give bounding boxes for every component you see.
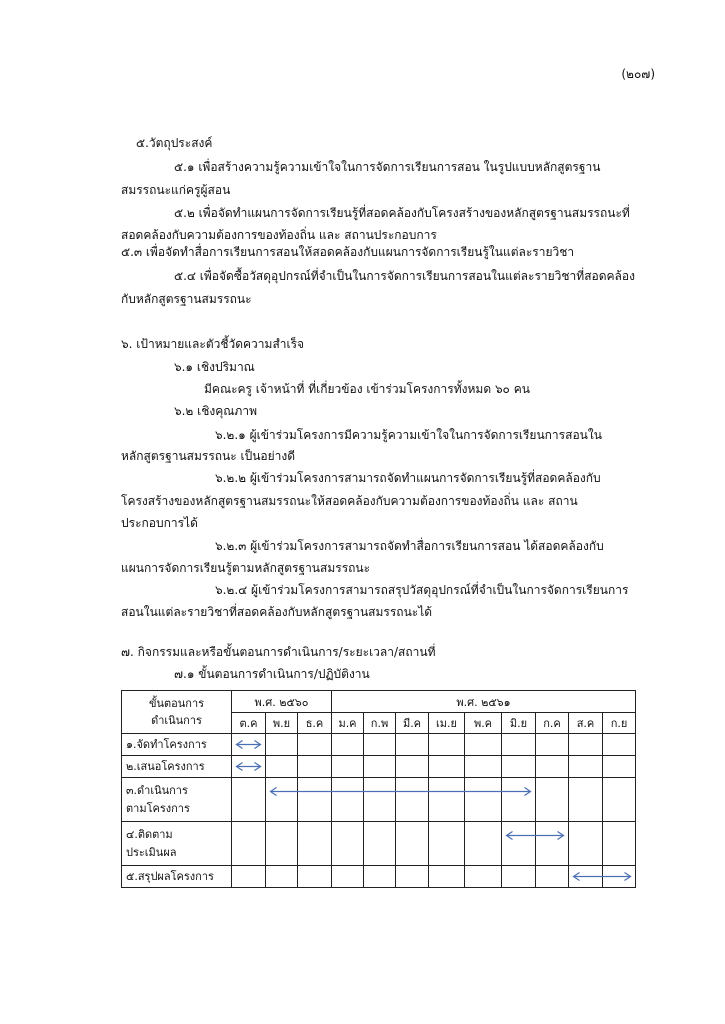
- gantt-task-label: ประเมินผล: [126, 845, 177, 859]
- objective-5-4-line2: กับหลักสูตรฐานสมรรถนะ: [121, 292, 252, 306]
- quantity-text: มีคณะครู เจ้าหน้าที่ ที่เกี่ยวข้อง เข้าร่วมโครงการทั้งหมด ๖๐ คน: [204, 382, 530, 396]
- objective-5-4-line1: ๕.๔ เพื่อจัดซื้อวัสดุอุปกรณ์ที่จำเป็นในการจัดการเรียนการสอนในแต่ละรายวิชาที่สอดคล้อง: [174, 269, 635, 283]
- objective-5-2-line1: ๕.๒ เพื่อจัดทำแผนการจัดการเรียนรู้ที่สอดคล้องกับโครงสร้างของหลักสูตรฐานสมรรถนะที่: [174, 206, 630, 220]
- gantt-task-row: [122, 778, 636, 822]
- quality-6-2-3-line2: แผนการจัดการเรียนรู้ตามหลักสูตรฐานสมรรถนะ: [121, 561, 371, 575]
- quality-6-2-4-line1: ๖.๒.๔ ผู้เข้าร่วมโครงการสามารถสรุปวัสดุอุปกรณ์ที่จำเป็นในการจัดการเรียนการ: [215, 583, 629, 597]
- quality-6-2-2-line2: โครงสร้างของหลักสูตรฐานสมรรถนะให้สอดคล้องกับความต้องการของท้องถิ่น และ สถาน: [121, 494, 578, 508]
- gantt-task-row: [122, 822, 636, 866]
- gantt-month: พ.ย: [266, 713, 298, 734]
- gantt-task-label-multiline: [122, 822, 232, 866]
- quality-6-2-1-line2: หลักสูตรฐานสมรรถนะ เป็นอย่างดี: [121, 449, 296, 463]
- gantt-task-label: ๒.เสนอโครงการ: [122, 756, 232, 778]
- gantt-header-line1: ขั้นตอนการ: [148, 697, 205, 710]
- gantt-month: ก.พ: [364, 713, 396, 734]
- quality-6-2-4-line2: สอนในแต่ละรายวิชาที่สอดคล้องกับหลักสูตรฐานสมรรถนะได้: [121, 605, 433, 619]
- gantt-task-label: ตามโครงการ: [126, 801, 190, 815]
- objective-5-1-line1: ๕.๑ เพื่อสร้างความรู้ความเข้าใจในการจัดการเรียนการสอน ในรูปแบบหลักสูตรฐาน: [174, 160, 601, 174]
- gantt-month: มิ.ย: [502, 713, 536, 734]
- gantt-month: ธ.ค: [298, 713, 332, 734]
- gantt-task-label: ๔.ติดตาม: [126, 827, 173, 841]
- gantt-month: ก.ค: [536, 713, 569, 734]
- section6-heading: ๖. เป้าหมายและตัวชี้วัดความสำเร็จ: [121, 337, 305, 351]
- gantt-year-2561: พ.ศ. ๒๕๖๑: [332, 691, 636, 713]
- gantt-month: เม.ย: [429, 713, 465, 734]
- section5-heading: ๕.วัตถุประสงค์: [136, 136, 213, 150]
- gantt-task-label: ๕.สรุปผลโครงการ: [122, 866, 232, 888]
- gantt-month: พ.ค: [465, 713, 502, 734]
- gantt-month: ม.ค: [332, 713, 364, 734]
- gantt-month: ก.ย: [603, 713, 636, 734]
- quality-heading: ๖.๒ เชิงคุณภาพ: [174, 404, 257, 418]
- objective-5-3: ๕.๓ เพื่อจัดทำสื่อการเรียนการสอนให้สอดคล้องกับแผนการจัดการเรียนรู้ในแต่ละรายวิชา: [121, 245, 575, 259]
- page-number: (๒๐๗): [621, 67, 655, 81]
- gantt-task-row: [122, 734, 636, 756]
- gantt-header-line2: ดำเนินการ: [151, 714, 202, 727]
- gantt-task-row: [122, 866, 636, 888]
- quality-6-2-2-line3: ประกอบการได้: [121, 516, 198, 530]
- objective-5-2-line2: สอดคล้องกับความต้องการของท้องถิ่น และ สถานประกอบการ: [121, 228, 437, 242]
- section7-heading: ๗. กิจกรรมและหรือขั้นตอนการดำเนินการ/ระยะเวลา/สถานที่: [121, 645, 436, 659]
- quality-6-2-2-line1: ๖.๒.๒ ผู้เข้าร่วมโครงการสามารถจัดทำแผนการจัดการเรียนรู้ที่สอดคล้องกับ: [215, 471, 601, 485]
- gantt-month: ต.ค: [232, 713, 266, 734]
- gantt-table: [121, 690, 636, 888]
- objective-5-1-line2: สมรรถนะแก่ครูผู้สอน: [121, 183, 231, 197]
- quality-6-2-1-line1: ๖.๒.๑ ผู้เข้าร่วมโครงการมีความรู้ความเข้าใจในการจัดการเรียนการสอนใน: [215, 428, 602, 442]
- gantt-task-row: [122, 756, 636, 778]
- gantt-month: มี.ค: [396, 713, 429, 734]
- gantt-task-label-multiline: [122, 778, 232, 822]
- gantt-header-cell: [122, 691, 232, 734]
- quantity-heading: ๖.๑ เชิงปริมาณ: [174, 360, 255, 374]
- gantt-task-label: ๑.จัดทำโครงการ: [122, 734, 232, 756]
- quality-6-2-3-line1: ๖.๒.๓ ผู้เข้าร่วมโครงการสามารถจัดทำสื่อการเรียนการสอน ได้สอดคล้องกับ: [215, 539, 604, 553]
- gantt-year-2560: พ.ศ. ๒๕๖๐: [232, 691, 332, 713]
- gantt-month: ส.ค: [569, 713, 603, 734]
- gantt-task-label: ๓.ดำเนินการ: [126, 783, 188, 797]
- section7-subheading: ๗.๑ ขั้นตอนการดำเนินการ/ปฏิบัติงาน: [174, 667, 370, 681]
